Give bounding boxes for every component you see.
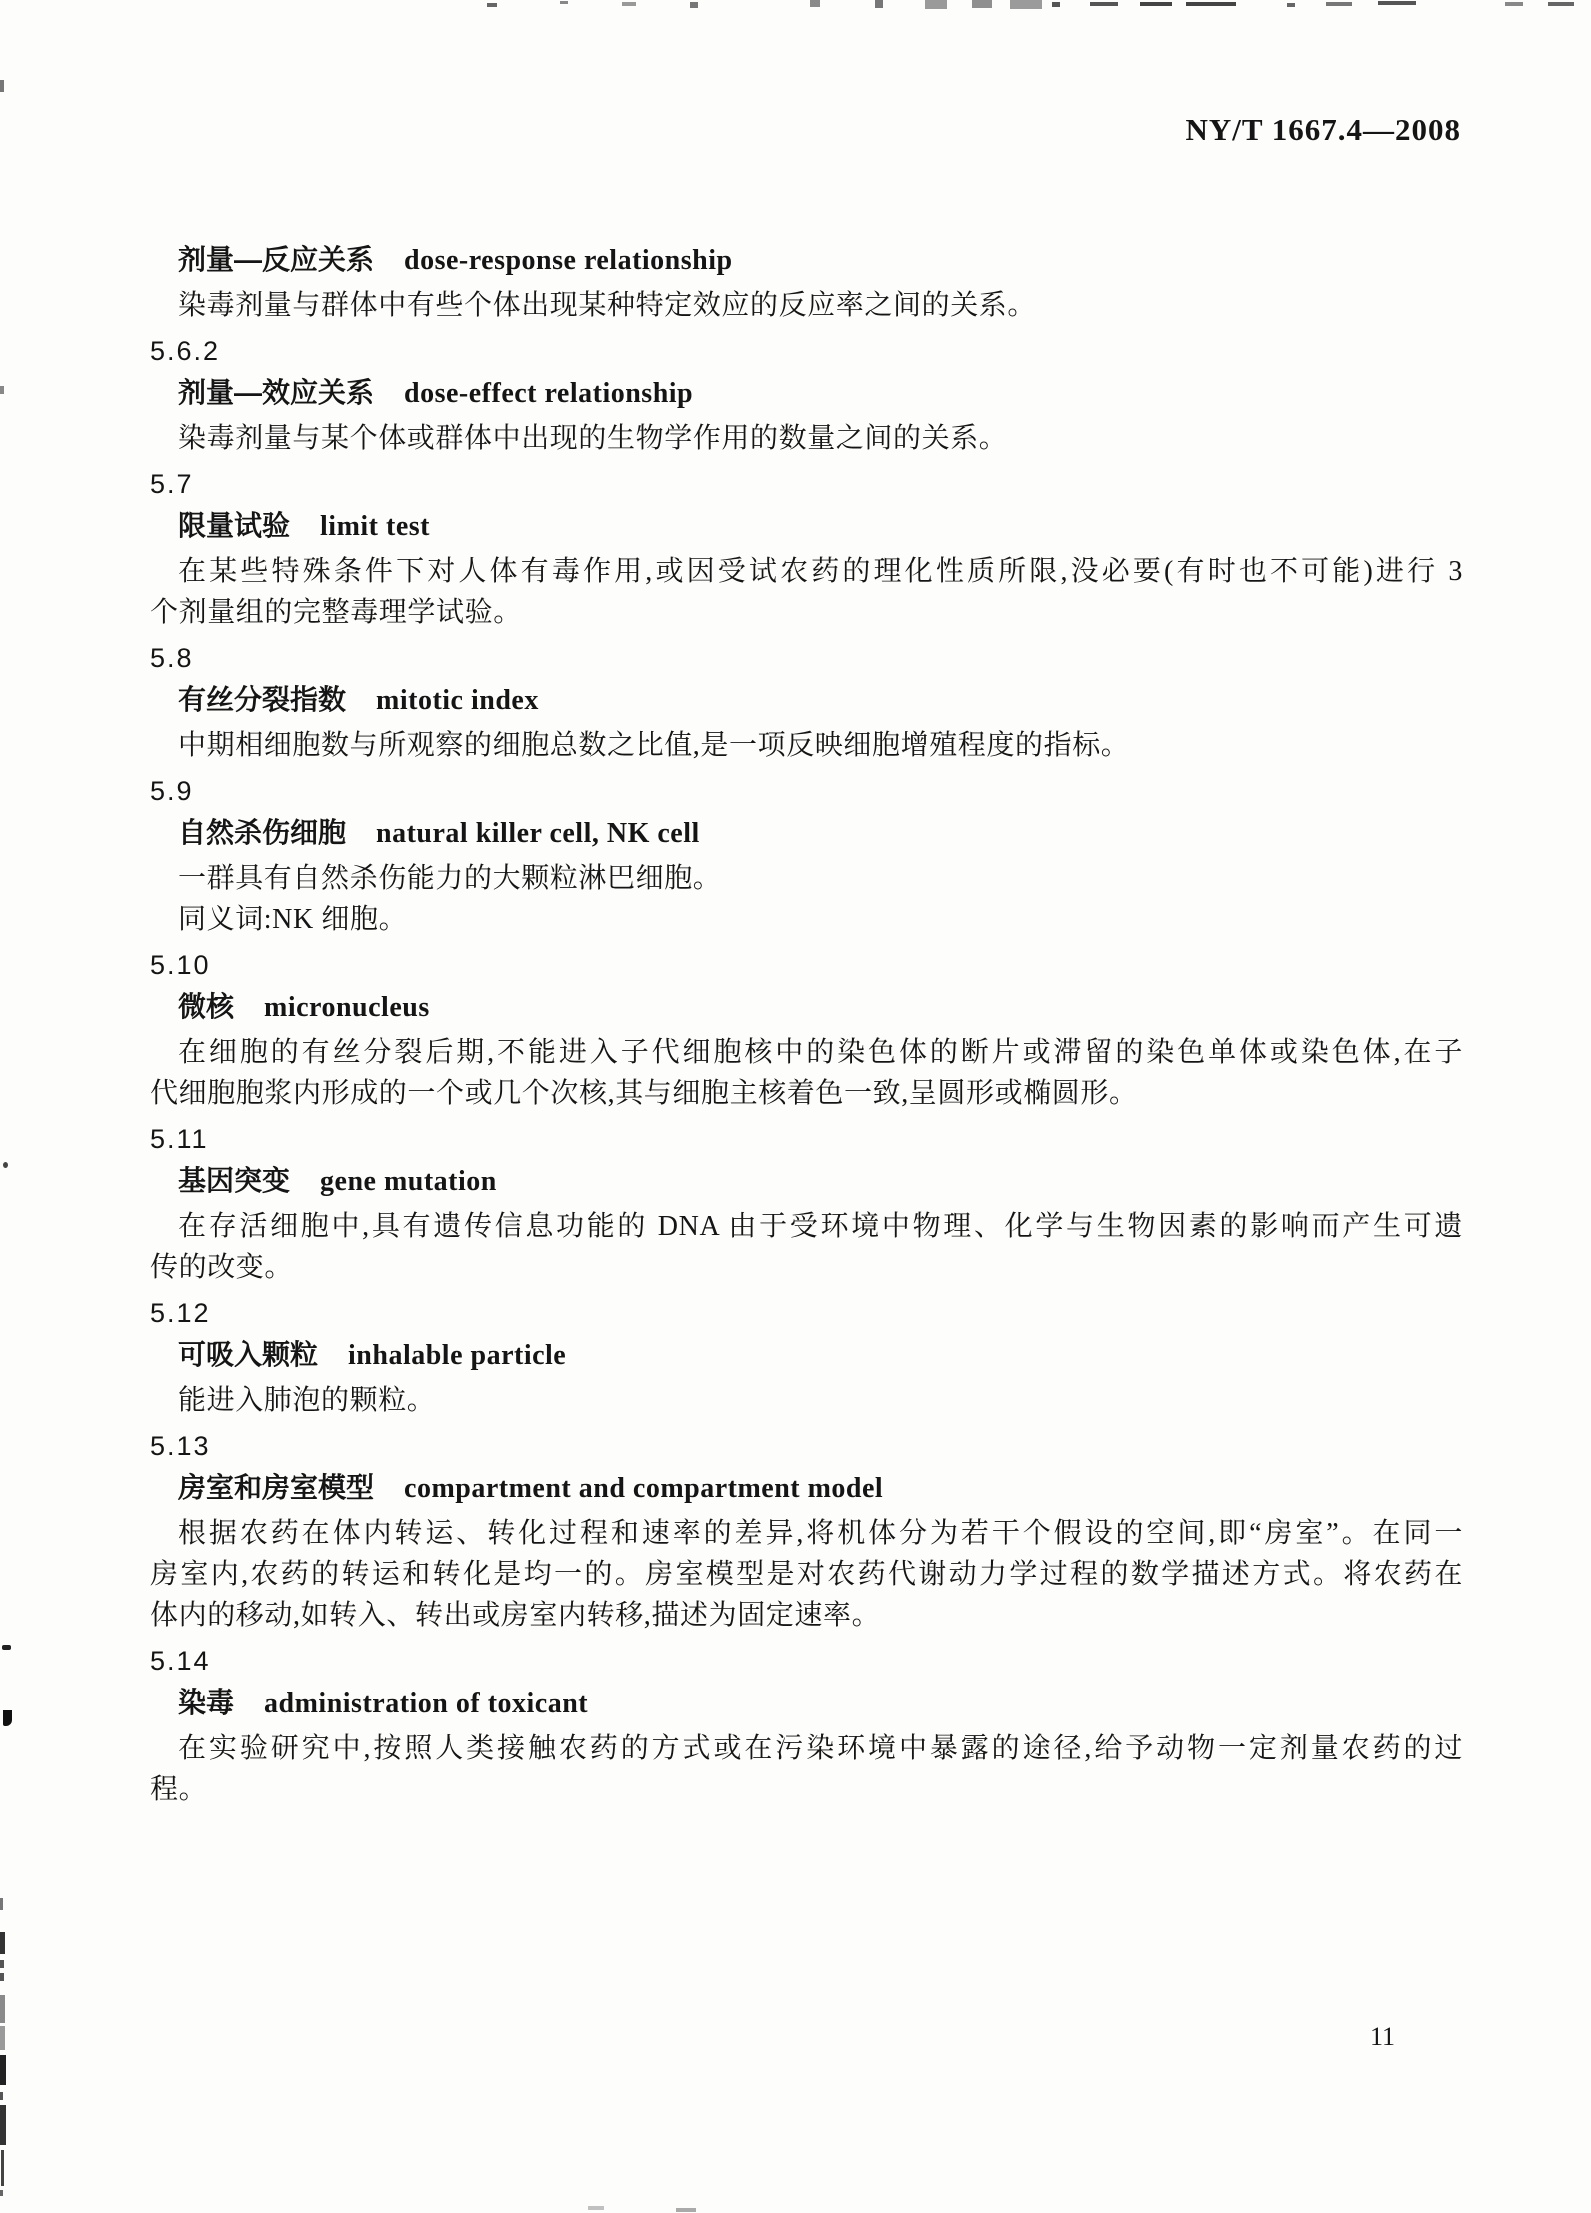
term-entry [150,1426,1463,1636]
definition-line: 在某些特殊条件下对人体有毒作用,或因受试农药的理化性质所限,没必要(有时也不可能)进行 3 [178,556,1463,587]
definition-line: 能进入肺泡的颗粒。 [178,1385,436,1416]
scan-artifact [1326,2,1352,6]
term-zh: 有丝分裂指数 [178,684,347,715]
term-zh: 基因突变 [178,1165,291,1196]
scan-artifact [1186,2,1236,6]
definition-line: 染毒剂量与群体中有些个体出现某种特定效应的反应率之间的关系。 [178,290,1037,321]
scan-artifact [1140,2,1172,6]
term-entry [150,771,1463,940]
definition-line: 一群具有自然杀伤能力的大颗粒淋巴细胞。 [178,863,722,894]
scan-artifact [0,1898,3,1910]
term-line [150,1682,1463,1728]
term-line [150,1334,1463,1380]
scan-artifact [925,0,947,9]
section-number: 5.9 [150,776,194,806]
section-number: 5.14 [150,1646,211,1676]
scan-artifact [875,0,883,8]
scan-artifact [810,0,820,7]
scan-artifact [1505,2,1523,6]
definition-line: 程。 [150,1774,208,1805]
section-number: 5.10 [150,950,211,980]
term-en: dose-effect relationship [404,378,694,409]
scan-artifact [0,1932,5,1954]
term-zh: 限量试验 [178,510,291,541]
content [150,234,1463,1810]
term-en: compartment and compartment model [404,1473,884,1504]
section-number: 5.13 [150,1431,211,1461]
scan-artifact [1,2150,4,2186]
scan-artifact [1548,2,1574,6]
term-entry [150,239,1463,326]
term-entry [150,638,1463,766]
scan-artifact [676,2208,696,2212]
scan-artifact [0,80,4,92]
scan-artifact [1378,1,1416,5]
term-en: dose-response relationship [404,245,733,276]
term-entry [150,464,1463,633]
scan-artifact [560,1,568,4]
term-line [150,239,1463,285]
definition-line: 根据农药在体内转运、转化过程和速率的差异,将机体分为若干个假设的空间,即“房室”。在同一 [178,1518,1463,1549]
term-en: mitotic index [376,685,539,716]
term-zh: 微核 [178,991,235,1022]
section-number: 5.12 [150,1298,211,1328]
scan-artifact [622,2,636,6]
definition-line: 代细胞胞浆内形成的一个或几个次核,其与细胞主核着色一致,呈圆形或椭圆形。 [150,1078,1138,1109]
term-entry [150,1641,1463,1810]
definition-line: 在细胞的有丝分裂后期,不能进入子代细胞核中的染色体的断片或滞留的染色单体或染色体,在子 [178,1037,1463,1068]
scan-artifact [0,2055,6,2085]
term-en: natural killer cell, NK cell [376,818,700,849]
scan-artifact [1010,0,1042,9]
term-zh: 房室和房室模型 [178,1472,375,1503]
section-number: 5.7 [150,469,194,499]
term-zh: 可吸入颗粒 [178,1339,319,1370]
scan-artifact [0,386,4,394]
definition-line: 房室内,农药的转运和转化是均一的。房室模型是对农药代谢动力学过程的数学描述方式。将农药在 [150,1559,1463,1590]
scan-artifact [487,3,497,7]
definition-line: 传的改变。 [150,1252,294,1283]
standard-code-header: NY/T 1667.4—2008 [1185,112,1461,147]
scan-artifact [0,2105,6,2145]
term-en: gene mutation [320,1166,497,1197]
term-line [150,812,1463,858]
scan-artifact [588,2206,604,2210]
definition-line: 同义词:NK 细胞。 [178,904,408,935]
scan-artifact [690,2,698,8]
definition-line: 体内的移动,如转入、转出或房室内转移,描述为固定速率。 [150,1600,881,1631]
section-number: 5.6.2 [150,336,221,366]
scan-artifact [1287,3,1295,7]
scan-artifact [0,2092,3,2100]
scan-artifact [2,1645,11,1650]
term-line [150,986,1463,1032]
scan-artifact [972,0,992,8]
term-entry [150,945,1463,1114]
definition-line: 个剂量组的完整毒理学试验。 [150,597,522,628]
term-en: inhalable particle [348,1340,567,1371]
page-number: 11 [1370,2022,1396,2051]
scan-artifact [0,2026,5,2050]
term-line [150,679,1463,725]
term-entry [150,1293,1463,1421]
scan-artifact [0,1973,4,1981]
term-line [150,1160,1463,1206]
scan-artifact [0,2190,3,2196]
definition-line: 在存活细胞中,具有遗传信息功能的 DNA 由于受环境中物理、化学与生物因素的影响而产生可遗 [178,1211,1463,1242]
term-line [150,372,1463,418]
scan-artifact [3,1710,12,1726]
term-zh: 染毒 [178,1687,235,1718]
term-en: administration of toxicant [264,1688,589,1719]
definition-line: 中期相细胞数与所观察的细胞总数之比值,是一项反映细胞增殖程度的指标。 [178,730,1130,761]
section-number: 5.8 [150,643,194,673]
term-line [150,505,1463,551]
section-number: 5.11 [150,1124,209,1154]
scan-artifact [3,1162,8,1168]
scan-artifact [1052,2,1060,7]
definition-line: 染毒剂量与某个体或群体中出现的生物学作用的数量之间的关系。 [178,423,1008,454]
definition-line: 在实验研究中,按照人类接触农药的方式或在污染环境中暴露的途径,给予动物一定剂量农药的过 [178,1733,1463,1764]
term-line [150,1467,1463,1513]
term-zh: 剂量—效应关系 [178,377,375,408]
term-zh: 剂量—反应关系 [178,244,375,275]
scan-artifact [1090,2,1118,6]
term-entry [150,1119,1463,1288]
term-zh: 自然杀伤细胞 [178,817,347,848]
scan-artifact [0,1995,5,2023]
term-en: limit test [320,511,430,542]
scan-artifact [0,1960,4,1968]
term-en: micronucleus [264,992,430,1023]
term-entry [150,331,1463,459]
